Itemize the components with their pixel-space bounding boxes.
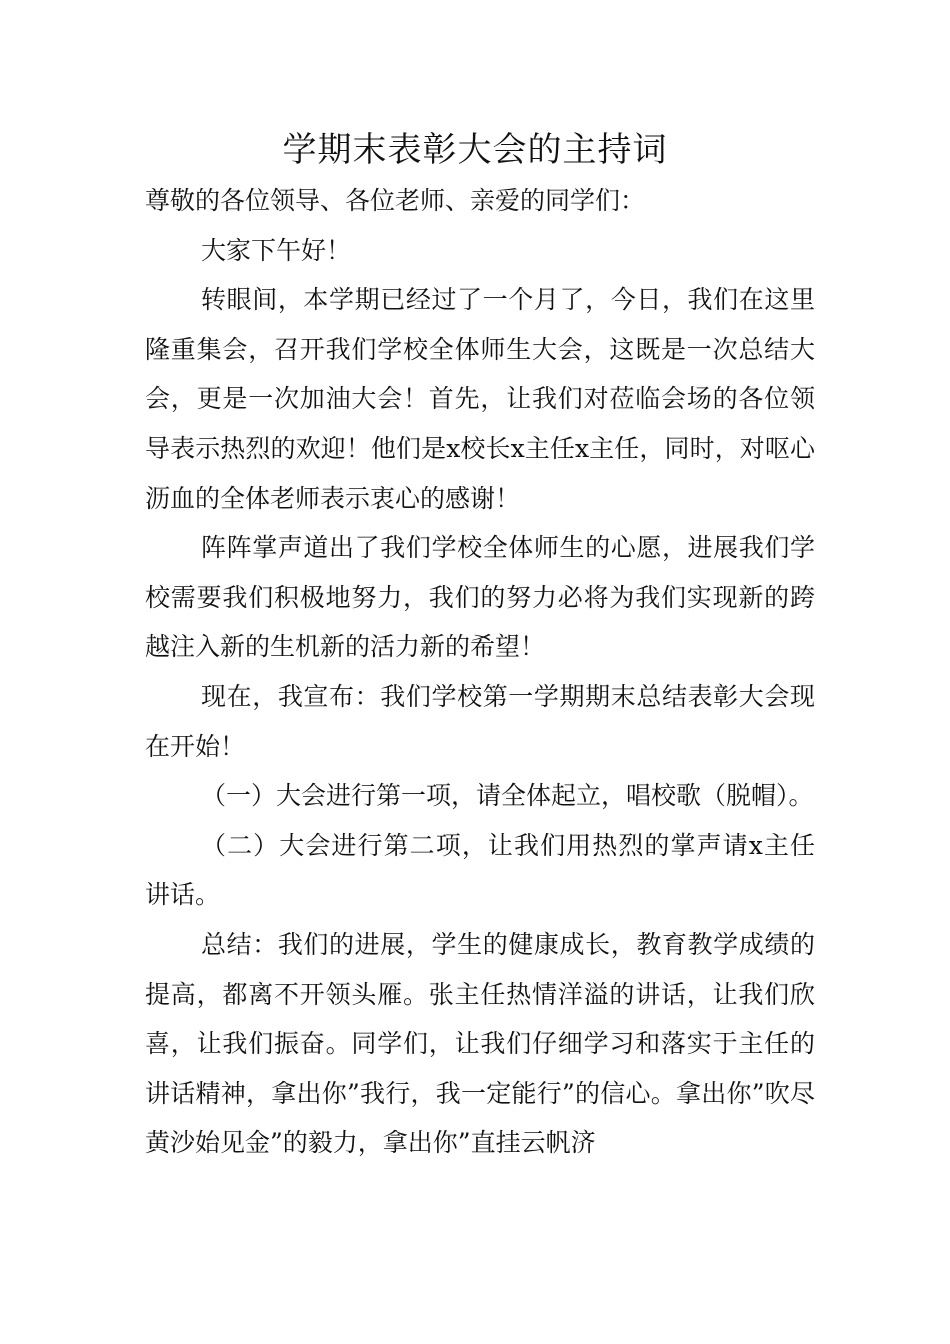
paragraph-summary: 总结：我们的进展，学生的健康成长，教育教学成绩的提高，都离不开领头雁。张主任热情洋溢的讲话，让我们欣喜，让我们振奋。同学们，让我们仔细学习和落实于主任的讲话精神，拿出你”我行，我一定能行”的信心。拿出你”吹尽黄沙始见金”的毅力，拿出你”直挂云帆济 (145, 929, 815, 1158)
document-title: 学期末表彰大会的主持词 (282, 130, 668, 170)
greeting: 大家下午好！ (201, 235, 352, 265)
salutation: 尊敬的各位领导、各位老师、亲爱的同学们： (145, 186, 646, 215)
paragraph-opening: 转眼间，本学期已经过了一个月了，今日，我们在这里隆重集会，召开我们学校全体师生大会，这既是一次总结大会，更是一次加油大会！首先，让我们对莅临会场的各位领导表示热烈的欢迎！他们是x校长x主任x主任，同时，对呕心沥血的全体老师表示衷心的感谢！ (145, 285, 815, 513)
paragraph-applause: 阵阵掌声道出了我们学校全体师生的心愿，进展我们学校需要我们积极地努力，我们的努力必将为我们实现新的跨越注入新的生机新的活力新的希望！ (145, 533, 815, 662)
agenda-item-1: （一）大会进行第一项，请全体起立，唱校歌（脱帽）。 (201, 781, 814, 811)
agenda-item-2: （二）大会进行第二项，让我们用热烈的掌声请x主任讲话。 (145, 830, 815, 910)
paragraph-announcement: 现在，我宣布：我们学校第一学期期末总结表彰大会现在开始！ (145, 681, 815, 761)
document-body (145, 176, 815, 1168)
